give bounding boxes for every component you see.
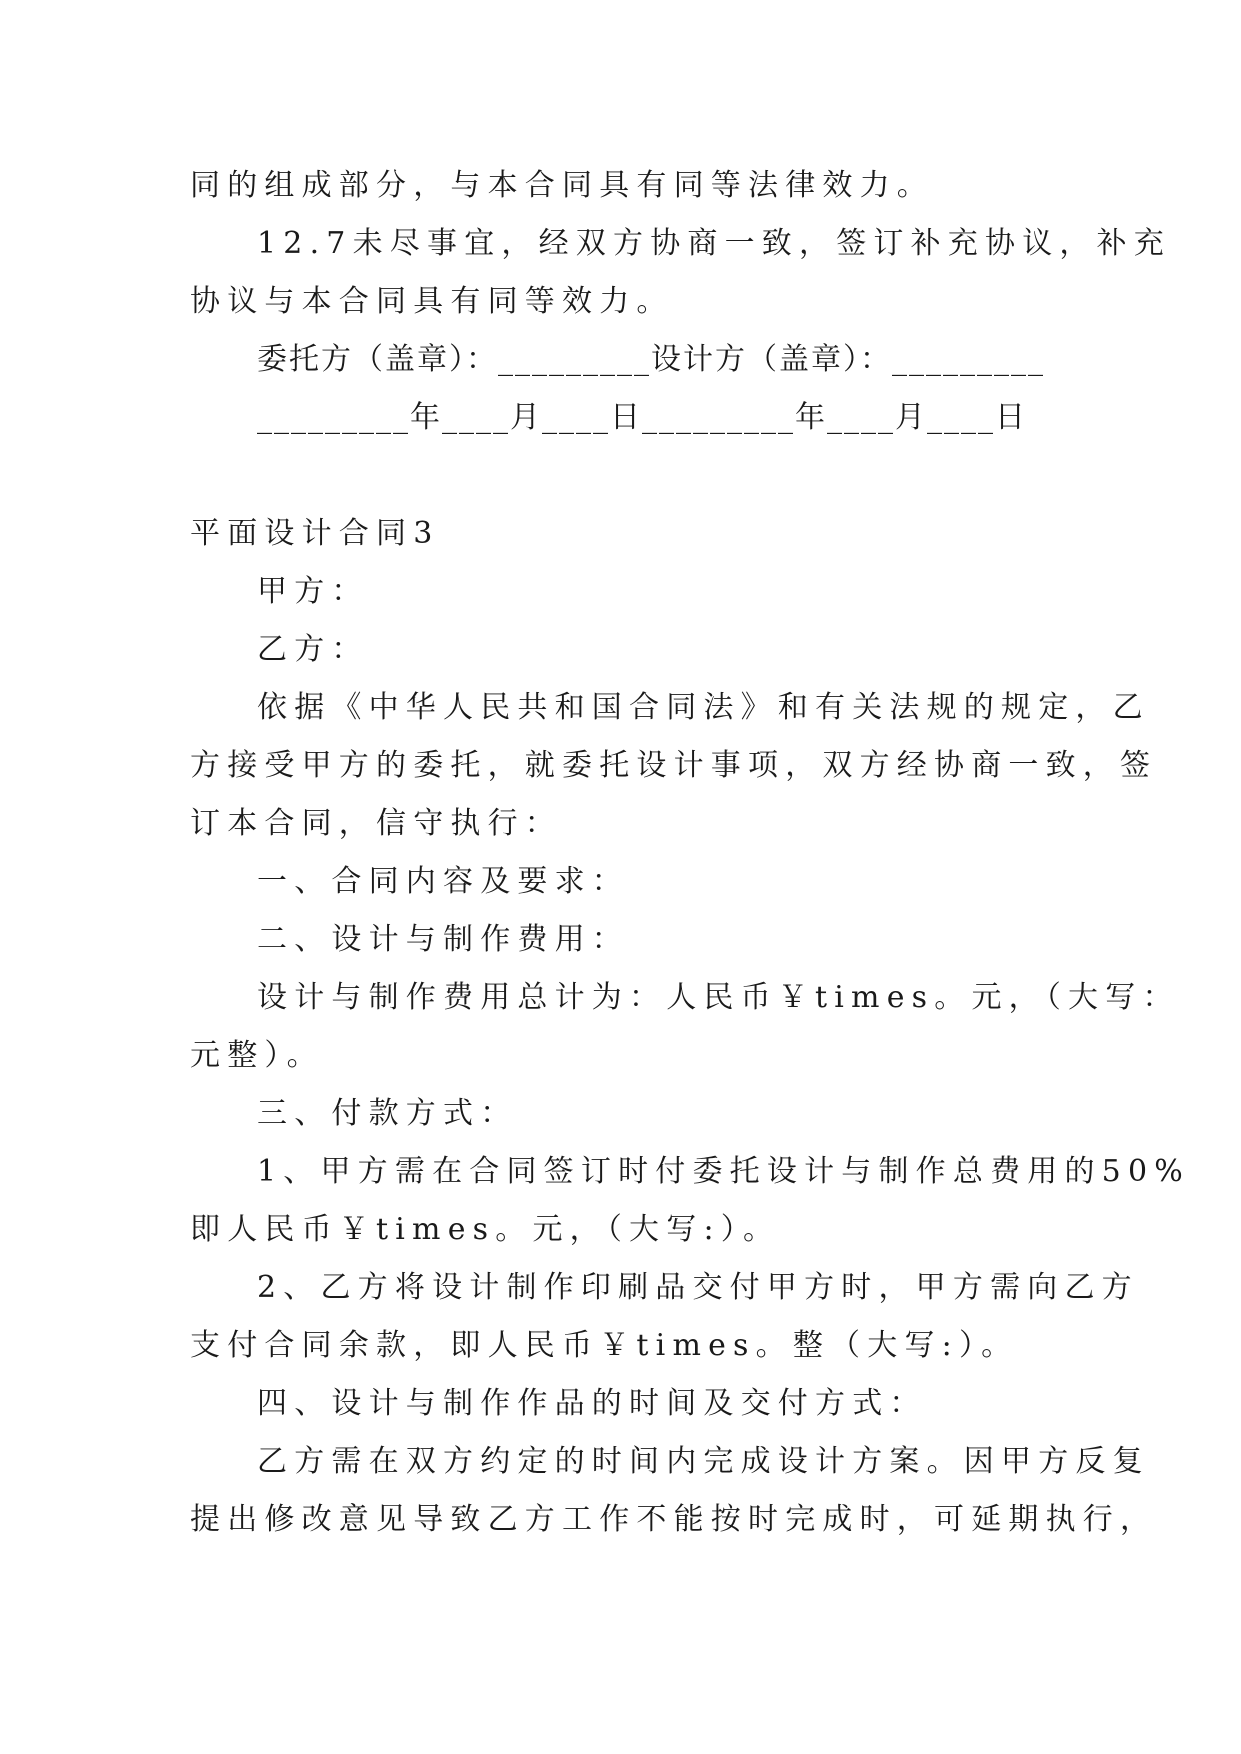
- clause-12-7-line: 12.7未尽事宜，经双方协商一致，签订补充协议，补充: [257, 226, 1171, 261]
- fee-line: 设计与制作费用总计为：人民币￥times。元，（大写：: [257, 980, 1180, 1015]
- preamble-line: 依据《中华人民共和国合同法》和有关法规的规定，乙: [257, 690, 1150, 725]
- party-a-line: 甲方：: [257, 574, 369, 609]
- section-heading: 四、设计与制作作品的时间及交付方式：: [257, 1386, 927, 1421]
- signature-parties-line: 委托方（盖章）：_________设计方（盖章）：_________: [257, 342, 1045, 377]
- party-b-line: 乙方：: [257, 632, 369, 667]
- payment-item-line: 支付合同余款，即人民币￥times。整（大写:）。: [190, 1328, 1019, 1363]
- signature-date-line: _________年____月____日_________年____月____日: [257, 400, 1027, 435]
- contract-title: 平面设计合同3: [190, 516, 440, 551]
- payment-item-line: 2、乙方将设计制作印刷品交付甲方时，甲方需向乙方: [257, 1270, 1139, 1305]
- payment-item-line: 即人民币￥times。元，（大写:）。: [190, 1212, 781, 1247]
- delivery-line: 乙方需在双方约定的时间内完成设计方案。因甲方反复: [257, 1444, 1150, 1479]
- paragraph-line: 同的组成部分，与本合同具有同等法律效力。: [190, 168, 934, 203]
- preamble-line: 方接受甲方的委托，就委托设计事项，双方经协商一致，签: [190, 748, 1158, 783]
- delivery-line: 提出修改意见导致乙方工作不能按时完成时，可延期执行，: [190, 1502, 1158, 1537]
- section-heading: 三、付款方式：: [257, 1096, 518, 1131]
- fee-line: 元整）。: [190, 1038, 324, 1073]
- section-heading: 二、设计与制作费用：: [257, 922, 629, 957]
- paragraph-line: 协议与本合同具有同等效力。: [190, 284, 674, 319]
- preamble-line: 订本合同，信守执行：: [190, 806, 562, 841]
- payment-item-line: 1、甲方需在合同签订时付委托设计与制作总费用的50%: [257, 1154, 1190, 1189]
- section-heading: 一、合同内容及要求：: [257, 864, 629, 899]
